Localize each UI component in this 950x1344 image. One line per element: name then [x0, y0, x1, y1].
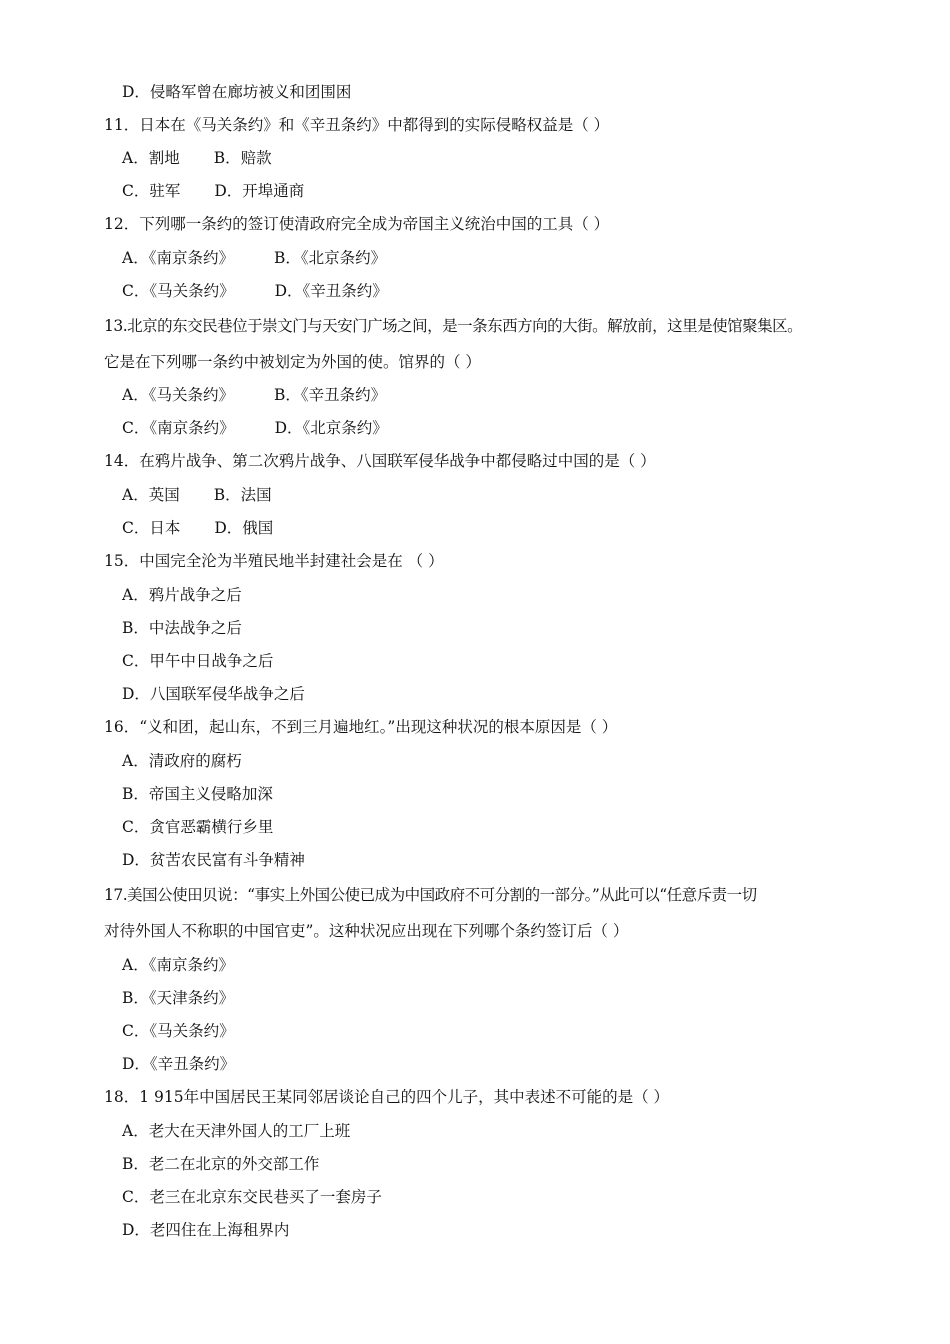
option-a: A．老大在天津外国人的工厂上班 [122, 1122, 351, 1140]
option-d: D．贫苦农民富有斗争精神 [122, 851, 305, 869]
option-c: C．《马关条约》 [122, 282, 235, 300]
option-b: B．中法战争之后 [122, 619, 242, 637]
option-c: C．甲午中日战争之后 [122, 652, 274, 670]
option-line [122, 280, 388, 302]
option-c: C．贪官恶霸横行乡里 [122, 818, 274, 836]
option-a: A．《南京条约》 [122, 956, 234, 974]
option-line [122, 180, 304, 202]
option-a: A．《马关条约》 [122, 386, 234, 404]
option-line [122, 417, 388, 439]
question-12: 12．下列哪一条约的签订使清政府完全成为帝国主义统治中国的工具（ ） [104, 215, 610, 233]
option-b: B．帝国主义侵略加深 [122, 785, 273, 803]
option-line [122, 81, 351, 103]
option-c: C．老三在北京东交民巷买了一套房子 [122, 1188, 382, 1206]
option-c: C．驻军 [122, 182, 181, 200]
option-b: B．《辛丑条约》 [273, 386, 387, 404]
option-a: A．清政府的腐朽 [122, 752, 242, 770]
option-line [122, 517, 273, 539]
option-line [122, 484, 272, 506]
option-c: C．《南京条约》 [122, 419, 235, 437]
option-a: A．割地 [122, 149, 180, 167]
option-a: A．《南京条约》 [122, 249, 234, 267]
option-line [122, 147, 272, 169]
option-a: A．鸦片战争之后 [122, 586, 242, 604]
question-15: 15．中国完全沦为半殖民地半封建社会是在 （ ） [104, 552, 444, 570]
question-16: 16．“义和团，起山东，不到三月遍地红。”出现这种状况的根本原因是（ ） [104, 718, 618, 736]
option-b: B．老二在北京的外交部工作 [122, 1155, 320, 1173]
option-line [122, 384, 386, 406]
option-d: D．开埠通商 [214, 182, 305, 200]
option-b: B．法国 [213, 486, 272, 504]
option-d: D．《辛丑条约》 [122, 1055, 236, 1073]
option-b: B．赔款 [213, 149, 272, 167]
option-a: A．英国 [122, 486, 180, 504]
option-d: D．《北京条约》 [274, 419, 388, 437]
option-text: D．侵略军曾在廊坊被义和团围困 [122, 83, 352, 101]
option-d: D．老四住在上海租界内 [122, 1221, 290, 1239]
option-d: D．《辛丑条约》 [274, 282, 388, 300]
question-13: 13.北京的东交民巷位于崇文门与天安门广场之间，是一条东西方向的大街。解放前，这里是使馆聚集区。 [104, 317, 803, 335]
option-b: B．《北京条约》 [273, 249, 387, 267]
question-11: 11．日本在《马关条约》和《辛丑条约》中都得到的实际侵略权益是（ ） [104, 116, 610, 134]
option-c: C．日本 [122, 519, 181, 537]
question-18: 18．1 915年中国居民王某同邻居谈论自己的四个儿子，其中表述不可能的是（ ） [104, 1088, 670, 1106]
question-17-cont: 对待外国人不称职的中国官吏”。这种状况应出现在下列哪个条约签订后（ ） [104, 922, 629, 940]
option-d: D．俄国 [214, 519, 274, 537]
option-line [122, 247, 386, 269]
question-13-cont: 它是在下列哪一条约中被划定为外国的使。馆界的（ ） [104, 353, 481, 371]
option-d: D．八国联军侵华战争之后 [122, 685, 305, 703]
option-c: C．《马关条约》 [122, 1022, 235, 1040]
option-b: B．《天津条约》 [122, 989, 235, 1007]
question-14: 14．在鸦片战争、第二次鸦片战争、八国联军侵华战争中都侵略过中国的是（ ） [104, 452, 656, 470]
question-17: 17.美国公使田贝说：“事实上外国公使已成为中国政府不可分割的一部分。”从此可以“任意斥责一切 [104, 886, 757, 904]
